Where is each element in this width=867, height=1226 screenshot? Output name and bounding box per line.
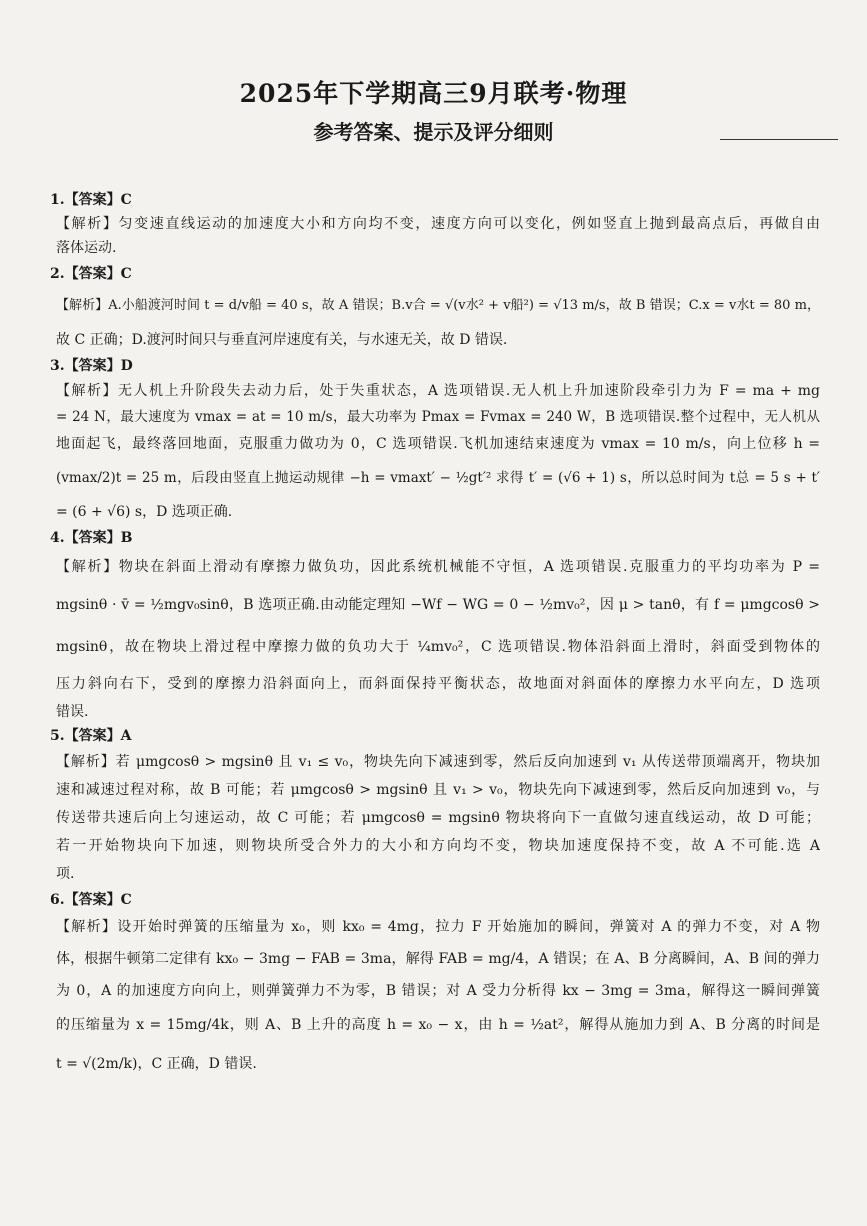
explanation-line: 【解析】若 μmgcosθ > mgsinθ 且 v₁ ≤ v₀，物块先向下减速到零，然后反向加速到 v₁ 从传送带顶端离开，物块加	[56, 754, 820, 770]
explanation-line: 故 C 正确；D.渡河时间只与垂直河岸速度有关，与水速无关，故 D 错误.	[56, 332, 508, 348]
page-title: 2025年下学期高三9月联考·物理	[239, 79, 628, 108]
explanation-line: (vmax/2)t = 25 m，后段由竖直上抛运动规律 −h = vmaxt′ − ½gt′² 求得 t′ = (√6 + 1) s，所以总时间为 t总 = 5 s + t′	[56, 470, 820, 486]
explanation-line: 若一开始物块向下加速，则物块所受合外力的大小和方向均不变，物块加速度保持不变，故 A 不可能.选 A	[56, 838, 820, 854]
answer-label: 3.【答案】D	[50, 358, 133, 374]
explanation-line: 体，根据牛顿第二定律有 kx₀ − 3mg − FAB = 3ma，解得 FAB = mg/4，A 错误；在 A、B 分离瞬间，A、B 间的弹力	[56, 951, 820, 967]
decorative-line	[720, 139, 838, 140]
answers-body	[50, 188, 820, 1084]
explanation-line: = 24 N，最大速度为 vmax = at = 10 m/s，最大功率为 Pmax = Fvmax = 240 W，B 选项错误.整个过程中，无人机从	[56, 409, 820, 425]
question-2	[50, 262, 820, 354]
explanation-line: 地面起飞，最终落回地面，克服重力做功为 0，C 选项错误.飞机加速结束速度为 vmax = 10 m/s，向上位移 h =	[56, 436, 820, 452]
explanation-line: 【解析】A.小船渡河时间 t = d/v船 = 40 s，故 A 错误；B.v合 = √(v水² + v船²) = √13 m/s，故 B 错误；C.x = v水t = 80 m，	[56, 298, 820, 313]
explanation-line: 【解析】设开始时弹簧的压缩量为 x₀，则 kx₀ = 4mg，拉力 F 开始施加的瞬间，弹簧对 A 的弹力不变，对 A 物	[56, 919, 820, 935]
explanation-line: 项.	[56, 866, 75, 882]
explanation-line: 落体运动.	[56, 240, 117, 256]
explanation-line: 为 0，A 的加速度方向向上，则弹簧弹力不为零，B 错误；对 A 受力分析得 kx − 3mg = 3ma，解得这一瞬间弹簧	[56, 983, 820, 999]
explanation-line: t = √(2m/k)，C 正确，D 错误.	[56, 1056, 257, 1072]
explanation-line: 【解析】匀变速直线运动的加速度大小和方向均不变，速度方向可以变化，例如竖直上抛到最高点后，再做自由	[56, 216, 820, 232]
answer-label: 1.【答案】C	[50, 192, 132, 208]
page-subtitle: 参考答案、提示及评分细则	[313, 120, 554, 144]
question-3	[50, 354, 820, 526]
explanation-line: 的压缩量为 x = 15mg/4k，则 A、B 上升的高度 h = x₀ − x，由 h = ½at²，解得从施加力到 A、B 分离的时间是	[56, 1017, 820, 1033]
question-5	[50, 724, 820, 888]
explanation-line: 【解析】无人机上升阶段失去动力后，处于失重状态，A 选项错误.无人机上升加速阶段牵引力为 F = ma + mg	[56, 383, 820, 399]
explanation-line: 传送带共速后向上匀速运动，故 C 可能；若 μmgcosθ = mgsinθ 物块将向下一直做匀速直线运动，故 D 可能；	[56, 810, 820, 826]
answer-label: 5.【答案】A	[50, 728, 132, 744]
question-6	[50, 888, 820, 1084]
explanation-line: mgsinθ，故在物块上滑过程中摩擦力做的负功大于 ¼mv₀²，C 选项错误.物体沿斜面上滑时，斜面受到物体的	[56, 639, 820, 655]
question-1	[50, 188, 820, 260]
answer-label: 2.【答案】C	[50, 266, 132, 282]
explanation-line: = (6 + √6) s，D 选项正确.	[56, 504, 233, 520]
explanation-line: 速和减速过程对称，故 B 可能；若 μmgcosθ > mgsinθ 且 v₁ > v₀，物块先向下减速到零，然后反向加速到 v₀，与	[56, 782, 820, 798]
answer-label: 4.【答案】B	[50, 530, 133, 546]
explanation-line: 【解析】物块在斜面上滑动有摩擦力做负功，因此系统机械能不守恒，A 选项错误.克服重力的平均功率为 P =	[56, 559, 820, 575]
explanation-line: 错误.	[56, 704, 89, 720]
answer-label: 6.【答案】C	[50, 892, 132, 908]
question-4	[50, 526, 820, 724]
explanation-line: mgsinθ · v̄ = ½mgv₀sinθ，B 选项正确.由动能定理知 −Wf − WG = 0 − ½mv₀²，因 μ > tanθ，有 f = μmgcosθ >	[56, 597, 820, 613]
explanation-line: 压力斜向右下，受到的摩擦力沿斜面向上，而斜面保持平衡状态，故地面对斜面体的摩擦力水平向左，D 选项	[56, 676, 820, 692]
